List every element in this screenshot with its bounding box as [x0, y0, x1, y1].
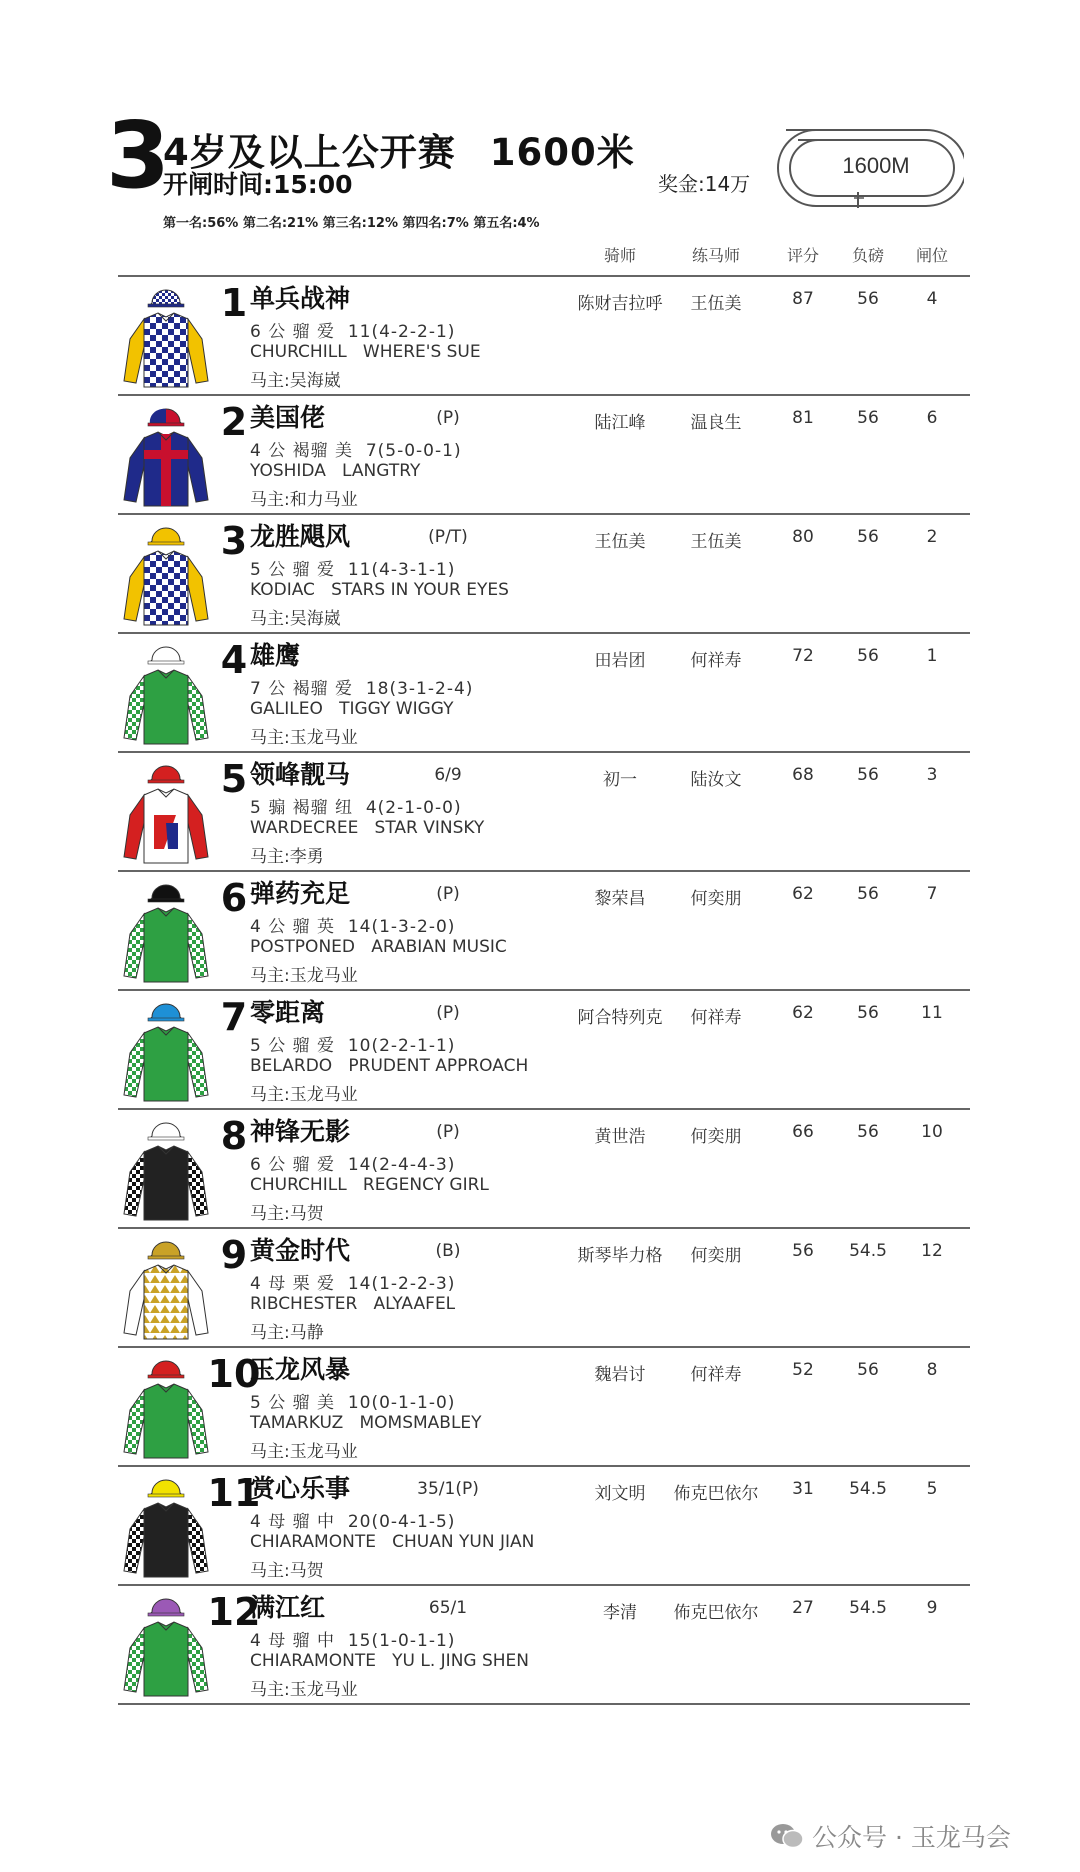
horse-stats: 4 公 褐骝 美 7(5-0-0-1): [250, 441, 462, 461]
jockey-silks-icon: [120, 876, 210, 986]
horse-stats: 5 公 骝 爱 11(4-3-1-1): [250, 560, 456, 580]
weight-value: 56: [857, 884, 879, 904]
trainer-name: 佈克巴依尔: [673, 1603, 759, 1623]
horse-owner: 马主:和力马业: [250, 490, 358, 510]
horse-stats: 7 公 褐骝 爱 18(3-1-2-4): [250, 679, 474, 699]
horse-owner: 马主:马贺: [250, 1204, 324, 1224]
horse-name: 赏心乐事: [250, 1474, 351, 1503]
weight-value: 54.5: [849, 1241, 887, 1261]
trainer-name: 温良生: [690, 413, 742, 433]
horse-name: 雄鹰: [250, 641, 301, 670]
horse-owner: 马主:玉龙马业: [250, 966, 358, 986]
header-rating: 评分: [786, 246, 820, 265]
runner-row[interactable]: [118, 1348, 970, 1467]
jockey-name: 阿合特列克: [577, 1008, 663, 1028]
weight-value: 56: [857, 646, 879, 666]
horse-gear-odds: (P): [436, 1003, 460, 1023]
runner-number: 11: [207, 1471, 261, 1515]
horse-gear-odds: (P/T): [428, 527, 468, 547]
runner-number: 2: [220, 400, 248, 444]
jockey-name: 陈财吉拉呼: [577, 294, 663, 314]
rating-value: 62: [792, 884, 814, 904]
horse-pedigree: CHIARAMONTE YU L. JING SHEN: [250, 1651, 530, 1671]
weight-value: 54.5: [849, 1598, 887, 1618]
horse-name: 领峰靓马: [250, 760, 351, 789]
track-oval-icon: [776, 126, 964, 208]
horse-stats: 5 公 骝 美 10(0-1-1-0): [250, 1393, 456, 1413]
runner-number: 7: [220, 995, 248, 1039]
trainer-name: 佈克巴依尔: [673, 1484, 759, 1504]
horse-pedigree: RIBCHESTER ALYAAFEL: [250, 1294, 456, 1314]
horse-pedigree: YOSHIDA LANGTRY: [250, 461, 421, 481]
horse-pedigree: KODIAC STARS IN YOUR EYES: [250, 580, 509, 600]
trainer-name: 王伍美: [690, 294, 742, 314]
header-jockey: 骑师: [603, 246, 637, 265]
runner-number: 5: [220, 757, 248, 801]
horse-name: 零距离: [250, 998, 326, 1027]
jockey-silks-icon: [120, 1590, 210, 1700]
rating-value: 66: [792, 1122, 814, 1142]
draw-value: 3: [926, 765, 938, 785]
horse-owner: 马主:玉龙马业: [250, 1442, 358, 1462]
runner-row[interactable]: [118, 634, 970, 753]
weight-value: 56: [857, 765, 879, 785]
horse-pedigree: TAMARKUZ MOMSMABLEY: [250, 1413, 482, 1433]
rating-value: 31: [792, 1479, 814, 1499]
trainer-name: 何奕朋: [690, 889, 742, 909]
horse-stats: 5 骟 褐骝 纽 4(2-1-0-0): [250, 798, 462, 818]
jockey-name: 李清: [603, 1603, 637, 1623]
trainer-name: 何奕朋: [690, 1246, 742, 1266]
runner-number: 6: [220, 876, 248, 920]
header-weight: 负磅: [851, 246, 885, 265]
runner-row[interactable]: [118, 991, 970, 1110]
horse-stats: 4 母 骝 中 20(0-4-1-5): [250, 1512, 456, 1532]
rating-value: 72: [792, 646, 814, 666]
runner-row[interactable]: [118, 1110, 970, 1229]
draw-value: 5: [926, 1479, 938, 1499]
race-number: 3: [106, 102, 171, 209]
jockey-name: 陆江峰: [594, 413, 646, 433]
trainer-name: 陆汝文: [690, 770, 742, 790]
rating-value: 52: [792, 1360, 814, 1380]
jockey-silks-icon: [120, 757, 210, 867]
horse-name: 满江红: [250, 1593, 326, 1622]
runner-number: 10: [207, 1352, 261, 1396]
horse-name: 弹药充足: [250, 879, 351, 908]
horse-name: 玉龙风暴: [250, 1355, 351, 1384]
jockey-silks-icon: [120, 519, 210, 629]
draw-value: 9: [926, 1598, 938, 1618]
horse-gear-odds: (P): [436, 408, 460, 428]
jockey-silks-icon: [120, 400, 210, 510]
horse-gear-odds: 6/9: [434, 765, 462, 785]
horse-name: 单兵战神: [250, 284, 351, 313]
jockey-silks-icon: [120, 1352, 210, 1462]
wechat-icon: [770, 1822, 804, 1850]
rating-value: 87: [792, 289, 814, 309]
horse-stats: 4 公 骝 英 14(1-3-2-0): [250, 917, 456, 937]
draw-value: 8: [926, 1360, 938, 1380]
rating-value: 81: [792, 408, 814, 428]
trainer-name: 何祥寿: [690, 1008, 742, 1028]
jockey-name: 黄世浩: [594, 1127, 646, 1147]
horse-stats: 6 公 骝 爱 14(2-4-4-3): [250, 1155, 456, 1175]
horse-owner: 马主:玉龙马业: [250, 1680, 358, 1700]
horse-owner: 马主:玉龙马业: [250, 1085, 358, 1105]
weight-value: 56: [857, 1360, 879, 1380]
jockey-silks-icon: [120, 638, 210, 748]
horse-owner: 马主:李勇: [250, 847, 324, 867]
prize-money: 奖金:14万: [658, 172, 751, 196]
draw-value: 7: [926, 884, 938, 904]
draw-value: 6: [926, 408, 938, 428]
jockey-name: 黎荣昌: [594, 889, 646, 909]
draw-value: 11: [921, 1003, 943, 1023]
draw-value: 4: [926, 289, 938, 309]
runner-number: 12: [207, 1590, 261, 1634]
horse-pedigree: POSTPONED ARABIAN MUSIC: [250, 937, 507, 957]
horse-pedigree: GALILEO TIGGY WIGGY: [250, 699, 454, 719]
rating-value: 80: [792, 527, 814, 547]
race-distance: 1600米: [489, 131, 635, 174]
jockey-name: 刘文明: [594, 1484, 646, 1504]
runner-number: 9: [220, 1233, 248, 1277]
horse-name: 龙胜飓风: [250, 522, 351, 551]
horse-stats: 6 公 骝 爱 11(4-2-2-1): [250, 322, 456, 342]
horse-gear-odds: (P): [436, 1122, 460, 1142]
horse-owner: 马主:吴海崴: [250, 609, 341, 629]
runner-row[interactable]: [118, 1467, 970, 1586]
runner-number: 1: [220, 281, 248, 325]
runner-row[interactable]: [118, 396, 970, 515]
trainer-name: 何祥寿: [690, 1365, 742, 1385]
jockey-name: 魏岩讨: [594, 1365, 646, 1385]
jockey-name: 斯琴毕力格: [577, 1246, 663, 1266]
horse-pedigree: CHURCHILL REGENCY GIRL: [250, 1175, 489, 1195]
horse-owner: 马主:马贺: [250, 1561, 324, 1581]
draw-value: 1: [926, 646, 938, 666]
trainer-name: 何奕朋: [690, 1127, 742, 1147]
jockey-name: 初一: [603, 770, 637, 790]
jockey-name: 田岩团: [594, 651, 646, 671]
runner-row[interactable]: [118, 753, 970, 872]
runner-number: 8: [220, 1114, 248, 1158]
draw-value: 10: [921, 1122, 943, 1142]
divider: [118, 1703, 970, 1705]
runner-row[interactable]: [118, 1586, 970, 1705]
race-name: 4岁及以上公开赛: [163, 131, 456, 174]
jockey-silks-icon: [120, 1114, 210, 1224]
horse-owner: 马主:马静: [250, 1323, 324, 1343]
horse-pedigree: BELARDO PRUDENT APPROACH: [250, 1056, 529, 1076]
rating-value: 62: [792, 1003, 814, 1023]
runner-number: 3: [220, 519, 248, 563]
weight-value: 56: [857, 289, 879, 309]
trainer-name: 何祥寿: [690, 651, 742, 671]
rating-value: 56: [792, 1241, 814, 1261]
horse-name: 美国佬: [250, 403, 326, 432]
horse-name: 神锋无影: [250, 1117, 351, 1146]
draw-value: 2: [926, 527, 938, 547]
runner-row[interactable]: [118, 277, 970, 396]
track-diagram: [776, 126, 964, 208]
horse-gear-odds: 35/1(P): [417, 1479, 479, 1499]
jockey-silks-icon: [120, 281, 210, 391]
trainer-name: 王伍美: [690, 532, 742, 552]
track-label: 1600M: [842, 153, 910, 178]
jockey-silks-icon: [120, 1233, 210, 1343]
header-draw: 闸位: [915, 246, 949, 265]
header-trainer: 练马师: [691, 246, 741, 265]
jockey-silks-icon: [120, 1471, 210, 1581]
weight-value: 56: [857, 408, 879, 428]
horse-pedigree: WARDECREE STAR VINSKY: [250, 818, 485, 838]
start-time: 开闸时间:15:00: [163, 170, 353, 199]
prize-split: 第一名:56% 第二名:21% 第三名:12% 第四名:7% 第五名:4%: [163, 216, 540, 231]
jockey-silks-icon: [120, 995, 210, 1105]
rating-value: 27: [792, 1598, 814, 1618]
weight-value: 56: [857, 527, 879, 547]
weight-value: 56: [857, 1003, 879, 1023]
watermark-text: 公众号 · 玉龙马会: [812, 1823, 1011, 1852]
draw-value: 12: [921, 1241, 943, 1261]
horse-stats: 4 母 骝 中 15(1-0-1-1): [250, 1631, 456, 1651]
horse-gear-odds: 65/1: [428, 1598, 468, 1618]
weight-value: 56: [857, 1122, 879, 1142]
rating-value: 68: [792, 765, 814, 785]
horse-stats: 4 母 栗 爱 14(1-2-2-3): [250, 1274, 456, 1294]
watermark: [770, 1818, 1011, 1854]
runner-row[interactable]: [118, 872, 970, 991]
horse-pedigree: CHIARAMONTE CHUAN YUN JIAN: [250, 1532, 535, 1552]
runner-number: 4: [220, 638, 248, 682]
horse-pedigree: CHURCHILL WHERE'S SUE: [250, 342, 481, 362]
jockey-name: 王伍美: [594, 532, 646, 552]
horse-owner: 马主:吴海崴: [250, 371, 341, 391]
runner-row[interactable]: [118, 515, 970, 634]
horse-gear-odds: (B): [435, 1241, 461, 1261]
runner-row[interactable]: [118, 1229, 970, 1348]
weight-value: 54.5: [849, 1479, 887, 1499]
horse-owner: 马主:玉龙马业: [250, 728, 358, 748]
horse-stats: 5 公 骝 爱 10(2-2-1-1): [250, 1036, 456, 1056]
horse-name: 黄金时代: [250, 1236, 351, 1265]
horse-gear-odds: (P): [436, 884, 460, 904]
